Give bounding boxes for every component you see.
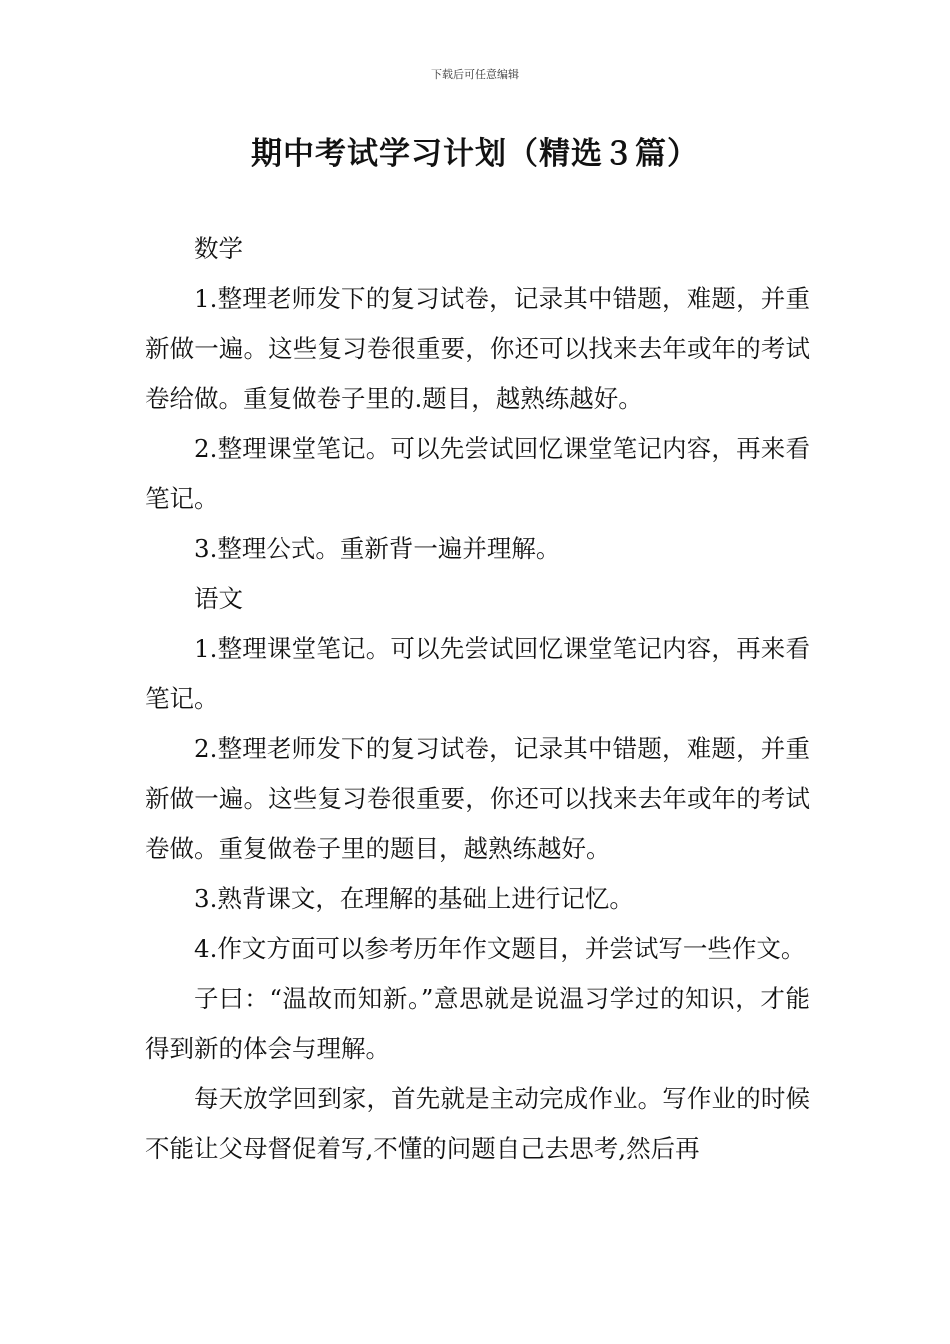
paragraph: 子曰：“温故而知新。”意思就是说温习学过的知识，才能得到新的体会与理解。 bbox=[145, 984, 810, 1063]
page-header-note: 下载后可任意编辑 bbox=[431, 68, 519, 81]
paragraph: 2.整理老师发下的复习试卷，记录其中错题，难题，并重新做一遍。这些复习卷很重要，你还可以找来去年或年的考试卷做。重复做卷子里的题目，越熟练越好。 bbox=[145, 734, 810, 863]
section-heading-chinese: 语文 bbox=[194, 584, 243, 613]
document-title: 期中考试学习计划（精选３篇） bbox=[251, 136, 699, 172]
paragraph: 每天放学回到家，首先就是主动完成作业。写作业的时候不能让父母督促着写,不懂的问题自己去思考,然后再 bbox=[145, 1084, 810, 1163]
paragraph: 4.作文方面可以参考历年作文题目，并尝试写一些作文。 bbox=[194, 934, 806, 963]
paragraph: 2.整理课堂笔记。可以先尝试回忆课堂笔记内容，再来看笔记。 bbox=[145, 434, 810, 513]
document-body bbox=[145, 224, 810, 1174]
paragraph: 1.整理老师发下的复习试卷，记录其中错题，难题，并重新做一遍。这些复习卷很重要，你还可以找来去年或年的考试卷给做。重复做卷子里的.题目，越熟练越好。 bbox=[145, 284, 810, 413]
paragraph: 3.整理公式。重新背一遍并理解。 bbox=[194, 534, 561, 563]
paragraph: 3.熟背课文，在理解的基础上进行记忆。 bbox=[194, 884, 634, 913]
section-heading-math: 数学 bbox=[194, 234, 243, 263]
paragraph: 1.整理课堂笔记。可以先尝试回忆课堂笔记内容，再来看笔记。 bbox=[145, 634, 810, 713]
